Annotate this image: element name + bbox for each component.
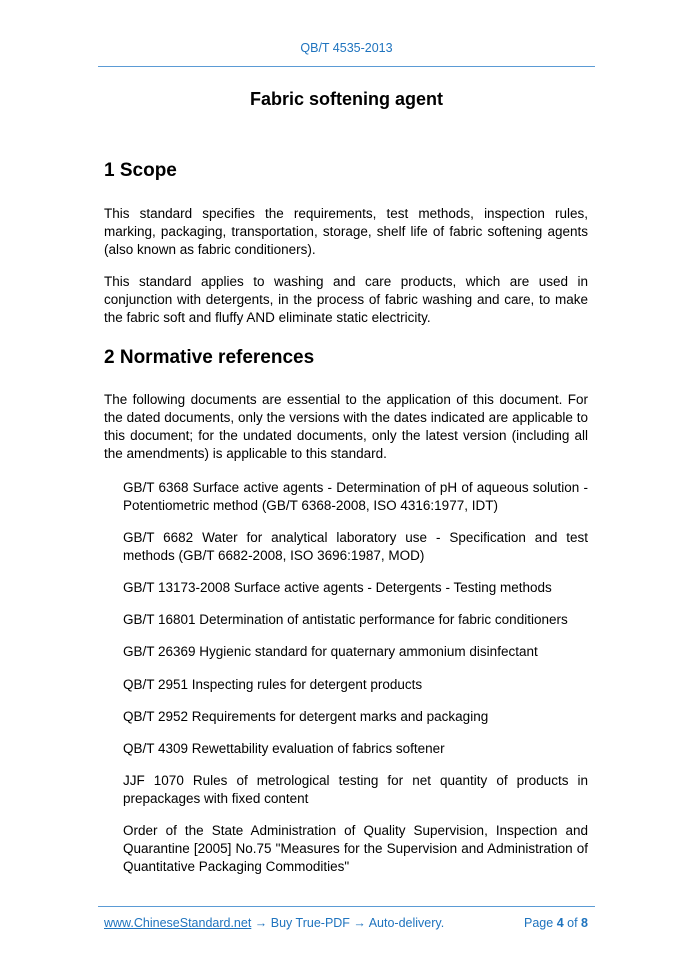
page-label: Page	[524, 916, 554, 930]
references-intro-paragraph: The following documents are essential to the application of this document. For the dated documents, only the versions with the dates indicated are applicable to this document; for the undated documents, only the latest version (including all the amendments) is applicable to this standard.	[104, 392, 588, 461]
reference-item: GB/T 13173-2008 Surface active agents - Detergents - Testing methods	[123, 580, 552, 595]
reference-item: Order of the State Administration of Quality Supervision, Inspection and Quarantine [2005] No.75 "Measures for the Supervision and Administration of Quantitative Packaging Commodities"	[123, 823, 588, 874]
footer-tagline: → Buy True-PDF → Auto-delivery.	[251, 916, 445, 930]
reference-item: QB/T 4309 Rewettability evaluation of fabrics softener	[123, 741, 445, 756]
scope-paragraph: This standard specifies the requirements, test methods, inspection rules, marking, packaging, transportation, storage, shelf life of fabric softening agents (also known as fabric conditioners).	[104, 206, 588, 257]
reference-item: JJF 1070 Rules of metrological testing for net quantity of products in prepackages with fixed content	[123, 773, 588, 806]
reference-item: GB/T 16801 Determination of antistatic performance for fabric conditioners	[123, 612, 568, 627]
running-header: QB/T 4535-2013	[300, 41, 393, 55]
footer-divider	[98, 906, 595, 907]
page-current: 4	[556, 916, 564, 930]
reference-item: GB/T 6682 Water for analytical laboratory use - Specification and test methods (GB/T 6682-2008, ISO 3696:1987, MOD)	[123, 530, 588, 563]
reference-item: QB/T 2952 Requirements for detergent marks and packaging	[123, 709, 489, 724]
section-heading-normative-references: 2 Normative references	[104, 347, 315, 368]
header-divider	[98, 66, 595, 67]
reference-item: QB/T 2951 Inspecting rules for detergent products	[123, 677, 423, 692]
scope-paragraph: This standard applies to washing and care products, which are used in conjunction with detergents, in the process of fabric washing and care, to make the fabric soft and fluffy AND eliminate static electricity.	[104, 274, 588, 325]
page-title: Fabric softening agent	[249, 89, 444, 109]
website-link[interactable]: www.ChineseStandard.net	[104, 916, 252, 930]
reference-item: GB/T 26369 Hygienic standard for quaternary ammonium disinfectant	[123, 644, 538, 659]
section-heading-scope: 1 Scope	[104, 160, 177, 181]
page-indicator	[524, 916, 588, 930]
page-total: 8	[581, 916, 588, 930]
reference-item: GB/T 6368 Surface active agents - Determination of pH of aqueous solution - Potentiometric method (GB/T 6368-2008, ISO 4316:1977, IDT)	[123, 480, 588, 513]
page-footer	[104, 916, 588, 930]
page-of: of	[567, 916, 578, 930]
